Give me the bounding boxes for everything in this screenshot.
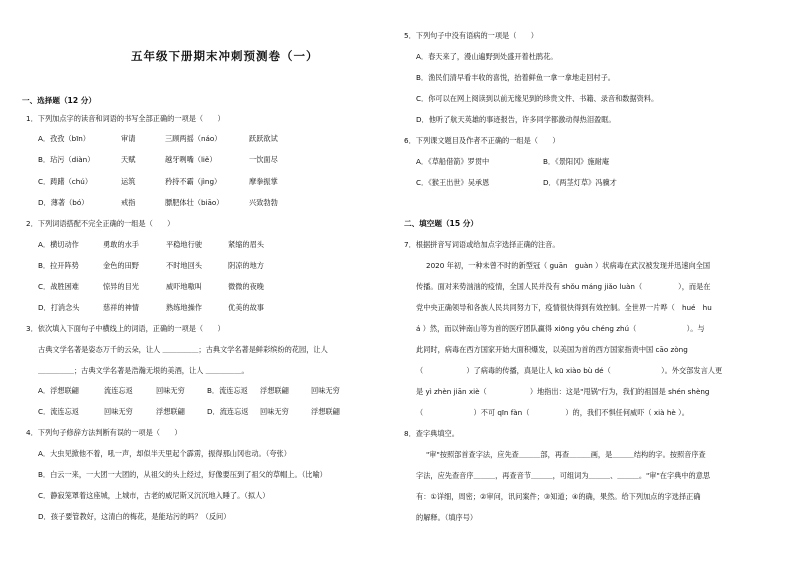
- option-text: C．你可以在网上阅读到以前无缘见到的珍贵文件、书籍、录音和数据资料。: [416, 94, 659, 103]
- option-text: 一饮面尽: [249, 155, 278, 164]
- option-text: 浮想联翩: [260, 386, 289, 395]
- passage-line: "审"按照部首查字法，应先查＿＿＿部，再查＿＿＿画，是＿＿＿结构的字。按照音序查: [426, 450, 706, 459]
- option-text: 摩拳振掌: [249, 177, 278, 186]
- option-text: A．浮想联翩: [38, 386, 79, 395]
- option-text: A．大虫见掀他不着，吼一声，却似半天里起个霹雳，振得那山冈也动。（夸张）: [38, 449, 291, 458]
- passage-line: 有：①详细，周密；②审问，讯问案件；③知道；④的确，果然。给下列加点的字选择正确: [416, 492, 701, 501]
- option-text: 流连忘返: [104, 386, 133, 395]
- question-6-stem: 6．下列课文题目及作者不正确的一组是（ ）: [404, 136, 560, 145]
- option-text: 运筑: [121, 177, 136, 186]
- option-text: C．战胜困难: [38, 282, 79, 291]
- passage-line: 的解释。（填序号）: [416, 513, 478, 522]
- passage-line: 传播。面对来势汹汹的疫情，全国人民并没有 shǒu máng jiǎo luàn（ ），而是在: [416, 282, 711, 291]
- question-7-stem: 7．根据拼音写词语或给加点字选择正确的注音。: [404, 240, 560, 249]
- option-text: 惊异的目光: [103, 282, 139, 291]
- option-text: D．孩子要管教好，这清白的梅花，是能玷污的吗？（反问）: [38, 512, 231, 521]
- option-text: D．打消念头: [38, 303, 80, 312]
- question-3-stem: 3．依次填入下面句子中横线上的词语，正确的一项是（ ）: [26, 324, 225, 333]
- option-text: 越牙咧嘴（liě）: [165, 155, 217, 164]
- option-text: 不时地回头: [166, 261, 202, 270]
- option-text: C．流连忘返: [38, 407, 79, 416]
- passage-line: 字法，应先查音序＿＿＿，再查音节＿＿＿，可组词为＿＿＿、＿＿＿。"审"在字典中的意思: [416, 471, 711, 480]
- option-text: 熟练地操作: [166, 303, 202, 312]
- question-3-passage-line-1: 古典文学名著是姿态万千的云朵，让人 ＿＿＿＿＿；古典文学名著是鲜彩缤纷的花园，让人: [38, 345, 328, 354]
- option-text: 紧缩的眉头: [228, 240, 264, 249]
- option-text: 审请: [121, 134, 136, 143]
- option-text: 回味无穷: [311, 386, 340, 395]
- passage-line: 此同时，病毒在西方国家开始大面积爆发，以美国为首的西方国家指责中国 cāo zòng: [416, 345, 688, 354]
- passage-line: á ）然，而以钟南山等为首的医疗团队赢得 xiōng yǒu chéng zhú（ ）。与: [416, 324, 705, 333]
- section-heading-choice: 一、选择题（12 分）: [22, 96, 96, 105]
- question-8-stem: 8．查字典填空。: [404, 429, 459, 438]
- option-text: A．孜孜（bīn）: [38, 134, 90, 143]
- option-text: B．流连忘返: [207, 386, 248, 395]
- passage-line: （ ）了病毒的传播，真是让人 kū xiào bù dé（ ）。外交部发言人更: [416, 366, 723, 375]
- option-text: C．踌躇（chú）: [38, 177, 93, 186]
- question-2-stem: 2．下列词语搭配不完全正确的一组是（ ）: [26, 219, 175, 228]
- option-text: A．春天来了，漫山遍野到处盛开着杜鹃花。: [416, 52, 558, 61]
- option-text: 回味无穷: [156, 386, 185, 395]
- option-text: B．渔民们清早看丰收的喜悦，抬着鲜鱼一拿一拿地走回村子。: [416, 73, 615, 82]
- option-text: D．《两茎灯草》冯骥才: [543, 178, 617, 187]
- option-text: 跃跃欲试: [249, 134, 278, 143]
- passage-line: 党中央正确领导和各族人民共同努力下，疫情很快得到有效控制。全世界一片哗（ hué hu: [416, 303, 712, 312]
- passage-line: 2020 年初，一种未曾不时的新型冠（ guān guàn ）状病毒在武汉被发现并迅速向全国: [426, 261, 711, 270]
- option-text: B．拉开阵势: [38, 261, 79, 270]
- section-heading-fill: 二、填空题（15 分）: [404, 219, 478, 228]
- option-text: 阴凉的地方: [228, 261, 264, 270]
- option-text: B．《景阳冈》施耐庵: [543, 157, 610, 166]
- option-text: 浮想联翩: [311, 407, 340, 416]
- option-text: 回味无穷: [104, 407, 133, 416]
- option-text: A．《草船借箭》罗贯中: [416, 157, 490, 166]
- option-text: 平稳地行驶: [166, 240, 202, 249]
- option-text: 三顾两摇（náo）: [165, 134, 222, 143]
- option-text: 慈祥的神情: [103, 303, 139, 312]
- option-text: 矜持不霸（jìng）: [165, 177, 222, 186]
- passage-line: 是 yì zhèn jiān xiè（ ）地指出：这是"甩锅"行为，我们的祖国是 shén shèng: [416, 387, 710, 396]
- option-text: 戒指: [121, 198, 136, 207]
- option-text: 浮想联翩: [156, 407, 185, 416]
- option-text: 优美的故事: [228, 303, 264, 312]
- option-text: 天赋: [121, 155, 136, 164]
- option-text: 勇敢的水手: [103, 240, 139, 249]
- question-3-passage-line-2: ＿＿＿＿＿；古典文学名著是浩瀚无垠的美酒，让人 ＿＿＿＿＿。: [38, 366, 249, 375]
- option-text: 金色的田野: [103, 261, 139, 270]
- option-text: 膘肥体壮（biāo）: [165, 198, 224, 207]
- option-text: 威吓地嗷叫: [166, 282, 202, 291]
- question-4-stem: 4．下列句子修辞方法判断有误的一项是（ ）: [26, 428, 182, 437]
- question-1-stem: 1．下列加点字的读音和词语的书写全部正确的一项是（ ）: [26, 114, 225, 123]
- option-text: A．横切动作: [38, 240, 79, 249]
- option-text: C．《猴王出世》吴承恩: [416, 178, 490, 187]
- option-text: D．他听了航天英雄的事迹报告，许多同学都激动得热泪盈眶。: [416, 115, 616, 124]
- option-text: C．静寂笼罩着这座城，上城市，古老的威尼斯又沉沉地入睡了。（拟人）: [38, 491, 270, 500]
- option-text: B．玷污（diàn）: [38, 155, 95, 164]
- page-title: 五年级下册期末冲刺预测卷（一）: [131, 49, 319, 63]
- passage-line: （ ）不可 qīn fàn（ ）的，我们不惧任何威吓（ xià hè ）。: [416, 408, 689, 417]
- option-text: 微微的夜晚: [228, 282, 264, 291]
- option-text: B．白云一来，一大团一大团的，从祖父的头上经过，好像要压到了祖父的草帽上。（比喻）: [38, 470, 327, 479]
- option-text: D．流连忘返: [207, 407, 249, 416]
- option-text: 兴致勃勃: [249, 198, 278, 207]
- option-text: D．薄著（bó）: [38, 198, 89, 207]
- question-5-stem: 5．下列句子中没有语病的一项是（ ）: [404, 31, 538, 40]
- option-text: 回味无穷: [260, 407, 289, 416]
